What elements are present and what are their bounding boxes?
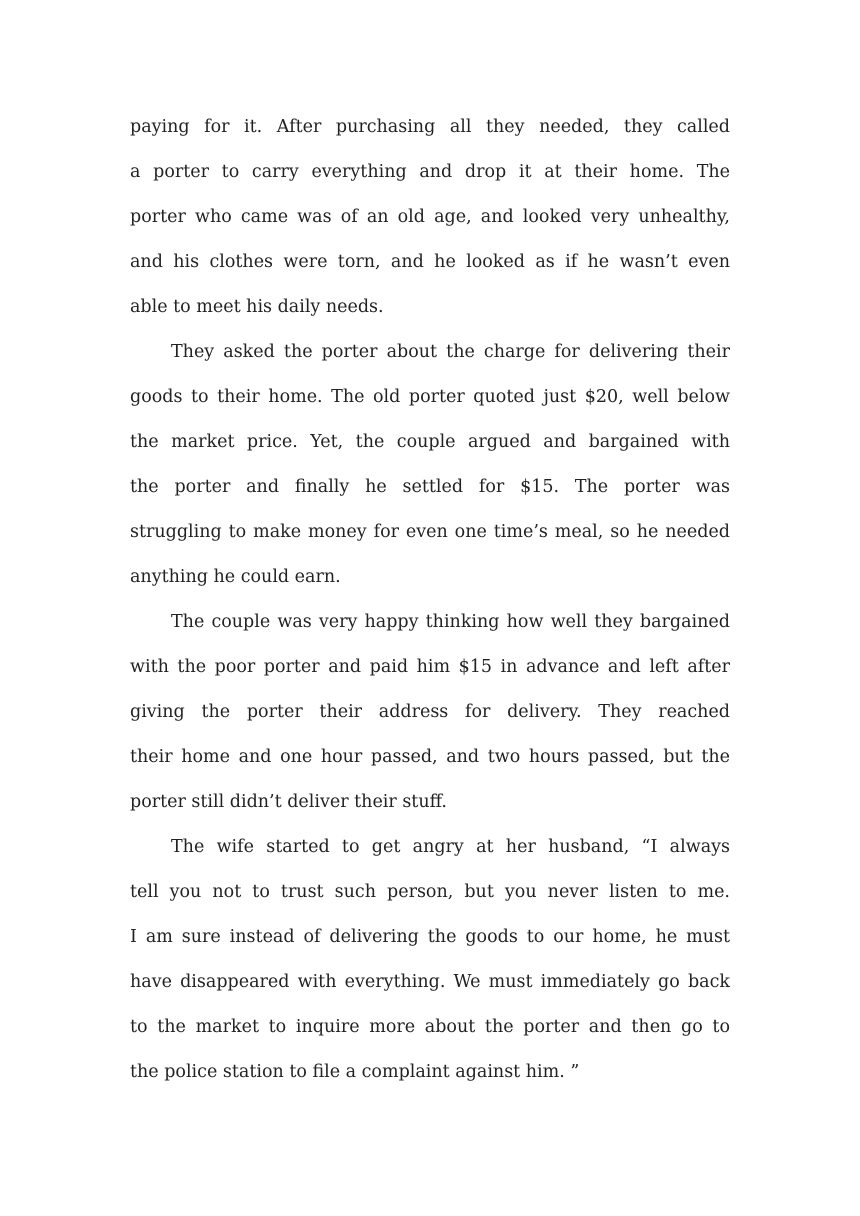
text-line: goods to their home. The old porter quoted just $20, well below — [130, 387, 730, 407]
text-line: tell you not to trust such person, but you never listen to me. — [130, 882, 730, 902]
text-line: paying for it. After purchasing all they needed, they called — [130, 117, 730, 137]
text-line: They asked the porter about the charge for delivering their — [171, 342, 730, 362]
text-line: porter who came was of an old age, and looked very unhealthy, — [130, 207, 730, 227]
text-line: able to meet his daily needs. — [130, 297, 384, 317]
text-line: struggling to make money for even one time’s meal, so he needed — [130, 522, 730, 542]
text-line: and his clothes were torn, and he looked as if he wasn’t even — [130, 252, 730, 272]
text-line: the porter and finally he settled for $15. The porter was — [130, 477, 730, 497]
text-line: the market price. Yet, the couple argued and bargained with — [130, 432, 730, 452]
text-line: I am sure instead of delivering the goods to our home, he must — [130, 927, 730, 947]
body-text — [130, 105, 730, 1095]
text-line: anything he could earn. — [130, 567, 341, 587]
text-line: their home and one hour passed, and two hours passed, but the — [130, 747, 730, 767]
text-line: have disappeared with everything. We must immediately go back — [130, 972, 730, 992]
text-line: giving the porter their address for delivery. They reached — [130, 702, 730, 722]
text-line: porter still didn’t deliver their stuff. — [130, 792, 447, 812]
text-line: The wife started to get angry at her husband, “I always — [171, 837, 730, 857]
text-line: The couple was very happy thinking how well they bargained — [171, 612, 730, 632]
text-line: to the market to inquire more about the porter and then go to — [130, 1017, 730, 1037]
text-line: with the poor porter and paid him $15 in advance and left after — [130, 657, 730, 677]
text-line: a porter to carry everything and drop it at their home. The — [130, 162, 730, 182]
text-line: the police station to file a complaint against him. ” — [130, 1062, 580, 1082]
